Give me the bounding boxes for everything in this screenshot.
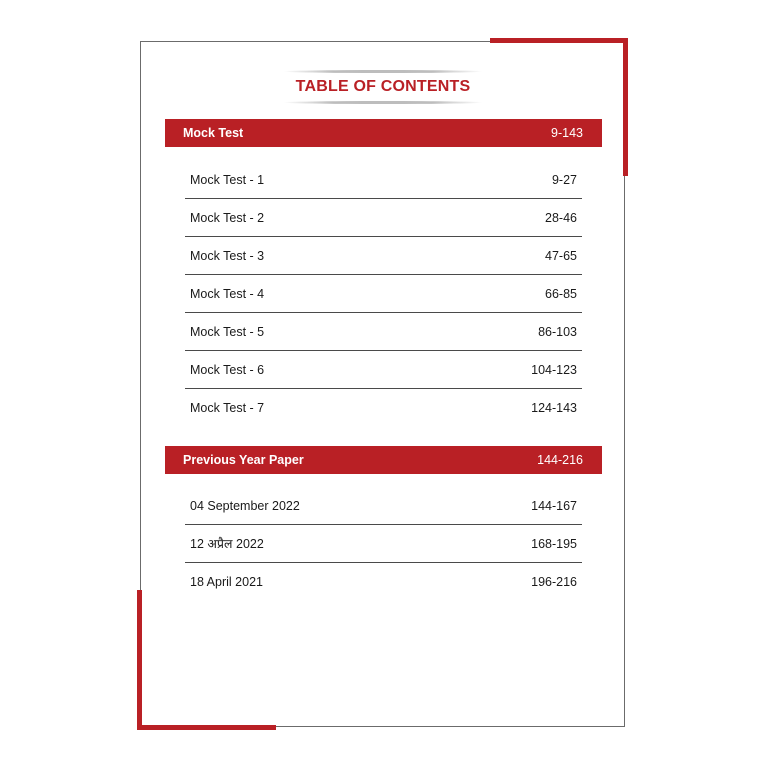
toc-entry[interactable] xyxy=(185,487,582,525)
section-label: Previous Year Paper xyxy=(183,453,304,467)
corner-accent-bottom-left xyxy=(137,590,142,730)
entry-title: 18 April 2021 xyxy=(190,575,263,589)
entry-title: Mock Test - 5 xyxy=(190,324,265,339)
entry-title: Mock Test - 3 xyxy=(190,248,265,263)
toc-entry[interactable] xyxy=(185,161,582,199)
section-header-mock-test[interactable] xyxy=(165,119,602,147)
section-entries-mock-test xyxy=(185,161,582,427)
entry-title: Mock Test - 6 xyxy=(190,362,265,377)
entry-pages: 28-46 xyxy=(545,210,577,225)
entry-title: Mock Test - 4 xyxy=(190,286,265,301)
entry-title: Mock Test - 7 xyxy=(190,401,265,415)
entry-pages: 86-103 xyxy=(538,324,577,339)
entry-pages: 104-123 xyxy=(531,362,577,377)
corner-accent-bottom-left-horizontal xyxy=(137,725,276,730)
entry-pages: 168-195 xyxy=(531,536,577,551)
toc-entry[interactable] xyxy=(185,313,582,351)
entry-title: 04 September 2022 xyxy=(190,498,300,513)
toc-entry[interactable] xyxy=(185,199,582,237)
toc-entry[interactable] xyxy=(185,389,582,427)
entry-title: 12 अप्रैल 2022 xyxy=(190,537,264,551)
entry-pages: 66-85 xyxy=(545,286,577,301)
toc-entry[interactable] xyxy=(185,563,582,601)
title-rule-top xyxy=(283,70,483,73)
entry-pages: 9-27 xyxy=(551,172,577,187)
toc-entry[interactable] xyxy=(185,237,582,275)
section-page-range: 144-216 xyxy=(537,453,583,467)
toc-title-block xyxy=(283,70,483,104)
entry-pages: 47-65 xyxy=(545,248,577,263)
section-entries-previous-year-paper xyxy=(185,487,582,601)
toc-entry[interactable] xyxy=(185,275,582,313)
toc-entry[interactable] xyxy=(185,351,582,389)
toc-entry[interactable] xyxy=(185,525,582,563)
entry-pages: 196-216 xyxy=(531,575,577,589)
entry-pages: 124-143 xyxy=(531,401,577,415)
section-page-range: 9-143 xyxy=(551,126,583,140)
section-header-previous-year-paper[interactable] xyxy=(165,446,602,474)
entry-title: Mock Test - 2 xyxy=(190,210,265,225)
corner-accent-top-right-vertical xyxy=(623,38,628,176)
title-rule-bottom xyxy=(283,101,483,104)
section-label: Mock Test xyxy=(183,126,244,140)
entry-pages: 144-167 xyxy=(531,498,577,513)
corner-accent-top-right xyxy=(490,38,628,43)
entry-title: Mock Test - 1 xyxy=(190,172,265,187)
page-title: TABLE OF CONTENTS xyxy=(295,78,471,95)
